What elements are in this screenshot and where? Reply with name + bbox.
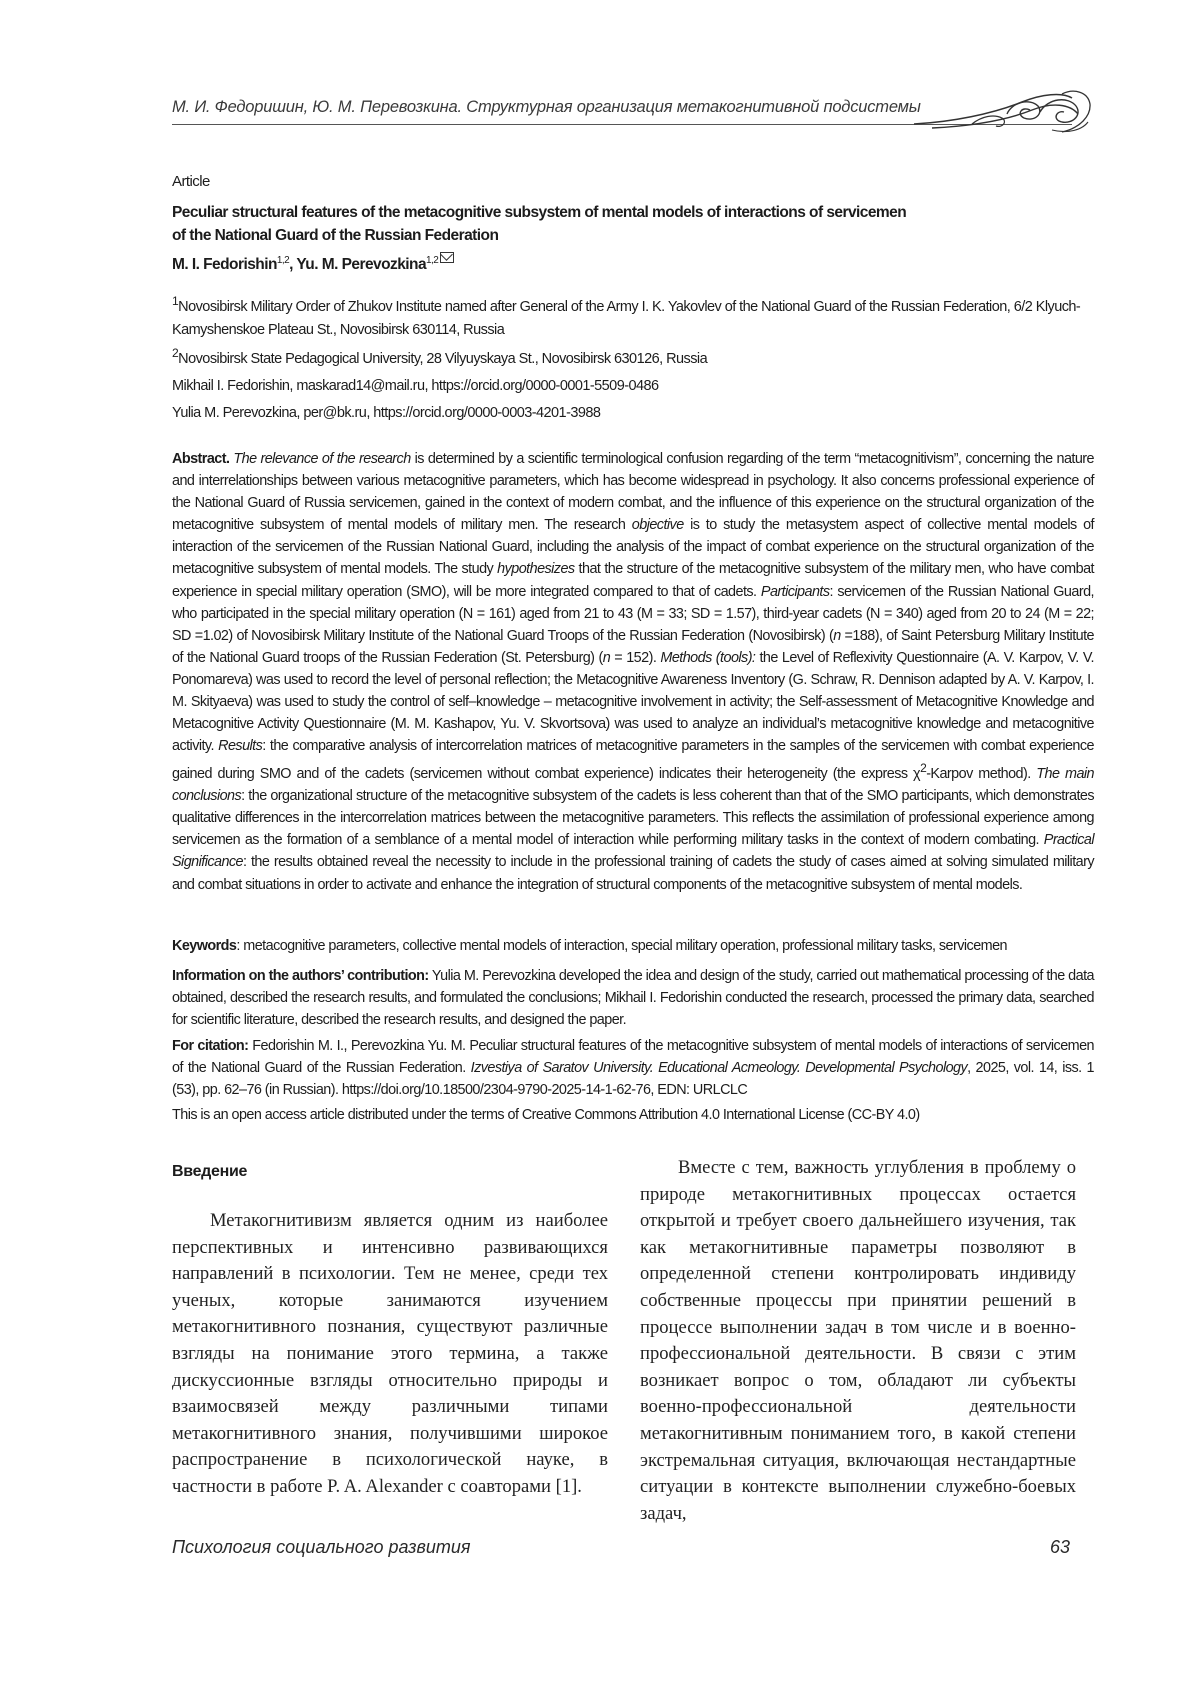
keywords [172,935,1094,957]
citation [172,1035,1094,1101]
n-label-2: n [603,650,610,666]
relevance-label: The relevance of the research [233,451,410,467]
intro-paragraph-2: Вместе с тем, важность углубления в проблему о природе метакогнитивных процессах остается открытой и требует своего дальнейшего изучения, так как метакогнитивные параметры позволяют в определенной степени контролировать индивиду собственные процессы при принятии решений в процессе выполнении задач в том числе и в военно-профессиональной деятельности. В связи с этим возникает вопрос о том, обладают ли субъекты военно-профессиональной деятельности метакогнитивным пониманием того, в какой степени экстремальная ситуация, включающая нестандартные ситуации в контексте выполнении служебно-боевых задач, [640,1155,1076,1527]
abstract-text-6: = 152). [610,650,660,666]
article-title [172,201,972,247]
affiliation-1-text: Novosibirsk Military Order of Zhukov Institute named after General of the Army I. K. Yakovlev of the National Guard of the Russian Federation, 6/2 Klyuch-Kamyshenskoe Plateau St., Novosibirsk 630114, Russia [172,299,1080,338]
author-1-contact: Mikhail I. Fedorishin, maskarad14@mail.ru, https://orcid.org/0000-0001-5509-0486 [172,378,1094,394]
intro-paragraph-1: Метакогнитивизм является одним из наиболее перспективных и интенсивно развивающихся направлений в психологии. Тем не менее, среди тех ученых, которые занимаются изучением метакогнитивного познания, существуют различные взгляды на понимание этого термина, а также дискуссионные взгляды относительно природы и взаимосвязей между различными типами метакогнитивного знания, получившими широкое распространение в психологической науке, в частности в работе P. A. Alexander с соавторами [1]. [172,1208,608,1501]
body-column-right [640,1155,1076,1527]
authors-line: M. I. Fedorishin1,2, Yu. M. Perevozkina1,2 [172,255,1094,274]
chi-superscript: 2 [920,761,926,775]
article-type: Article [172,173,1094,190]
citation-text-2: , 2025, vol. 14, iss. 1 (53), pp. 62–76 (in Russian). https://doi.org/10.18500/2304-9790-2025-14-1-62-76, EDN: URLCLC [172,1060,1094,1098]
significance-label: Practical Significance [172,832,1094,870]
abstract-text-9: -Karpov method). [926,766,1036,782]
abstract [172,448,1094,896]
author-2-contact: Yulia M. Perevozkina, per@bk.ru, https://orcid.org/0000-0003-4201-3988 [172,405,1094,421]
abstract-text-2: is to study the metasystem aspect of collective mental models of interaction of the servicemen of the Russian National Guard, including the analysis of the impact of combat experience on the structural organization of the metacognitive subsystem of mental models. The study [172,517,1094,577]
contribution-label: Information on the authors’ contribution: [172,968,429,984]
citation-journal: Izvestiya of Saratov University. Educational Acmeology. Developmental Psychology [471,1060,968,1076]
footer-journal-name: Психология социального развития [172,1537,471,1558]
affiliation-2-number: 2 [172,346,178,360]
results-label: Results [218,738,262,754]
conclusions-label: The main conclusions [172,766,1094,804]
journal-page [0,0,1200,1697]
section-heading: Введение [172,1163,247,1181]
methods-label: Methods (tools): [660,650,755,666]
n-label-1: n [833,628,840,644]
ornament-icon [912,84,1092,138]
mail-icon [440,252,454,263]
authors-contribution [172,965,1094,1031]
running-header: М. И. Федоришин, Ю. М. Перевозкина. Структурная организация метакогнитивной подсистемы [172,98,912,117]
affiliation-1 [172,290,1094,342]
author-2-affil: 1,2 [426,255,438,266]
affiliation-1-number: 1 [172,294,178,308]
abstract-text-11: : the results obtained reveal the necessity to include in the professional training of cadets the study of cases aimed at solving simulated military and combat situations in order to activate and enhance the integration of structural components of the metacognitive subsystem of mental models. [172,854,1094,892]
affiliation-2 [172,342,1094,371]
citation-text-1: Fedorishin M. I., Perevozkina Yu. M. Peculiar structural features of the metacognitive subsystem of mental models of interactions of servicemen of the National Guard of the Russian Federation. [172,1038,1094,1076]
title-line-1: Peculiar structural features of the metacognitive subsystem of mental models of interactions of servicemen [172,201,972,224]
license-note: This is an open access article distributed under the terms of Creative Commons Attribution 4.0 International License (CC-BY 4.0) [172,1107,1094,1123]
hypothesizes-label: hypothesizes [497,561,574,577]
keywords-text: : metacognitive parameters, collective mental models of interaction, special military operation, professional military tasks, servicemen [236,938,1007,954]
keywords-label: Keywords [172,938,236,954]
abstract-text-1: is determined by a scientific terminological confusion regarding of the term “metacognitivism”, concerning the nature and interrelationships between various metacognitive parameters, which has become widespread in psychology. It also concerns professional experience of the National Guard of Russia servicemen, gained in the context of modern combat, and the influence of this experience on the structural organization of the metacognitive subsystem of mental models of military men. The research [172,451,1094,533]
abstract-label: Abstract. [172,451,229,467]
author-1-affil: 1,2 [277,255,289,266]
body-column-left [172,1208,608,1501]
contribution-text: Yulia M. Perevozkina developed the idea and design of the study, carried out mathematical processing of the data obtained, described the research results, and formulated the conclusions; Mikhail I. Fedorishin conducted the research, processed the primary data, searched for scientific literature, described the research results, and designed the paper. [172,968,1094,1028]
citation-label: For citation: [172,1038,248,1054]
author-2: Yu. M. Perevozkina [296,256,426,273]
abstract-text-4: : servicemen of the Russian National Guard, who participated in the special military operation (N = 161) aged from 21 to 43 (M = 33; SD = 1.57), third-year cadets (N = 340) aged from 20 to 24 (M = 22; SD =1.02) of Novosibirsk Military Institute of the National Guard Troops of the Russian Federation (Novosibirsk) ( [172,584,1094,644]
title-line-2: of the National Guard of the Russian Federation [172,224,972,247]
abstract-text-8: : the comparative analysis of intercorrelation matrices of metacognitive parameters in the samples of the servicemen with combat experience gained during SMO and of the cadets (servicemen without combat experience) indicates their heterogeneity (the express χ [172,738,1094,782]
affiliation-2-text: Novosibirsk State Pedagogical University, 28 Vilyuyskaya St., Novosibirsk 630126, Russia [178,351,707,367]
author-1: M. I. Fedorishin [172,256,277,273]
page-number: 63 [1050,1537,1070,1558]
objective-label: objective [632,517,684,533]
abstract-text-3: that the structure of the metacognitive subsystem of the military men, who have combat experience in special military operation (SMO), will be more integrated compared to that of cadets. [172,561,1094,599]
abstract-text-5: =188), of Saint Petersburg Military Institute of the National Guard troops of the Russian Federation (St. Petersburg) ( [172,628,1094,666]
abstract-text-10: : the organizational structure of the metacognitive subsystem of the cadets is less coherent than that of the SMO participants, which demonstrates qualitative differences in the intercorrelation matrices between the metacognitive parameters. This reflects the assimilation of professional experience among servicemen as the formation of a semblance of a mental model of interaction while performing military tasks in the context of modern combating. [172,788,1094,848]
abstract-text-7: the Level of Reflexivity Questionnaire (A. V. Karpov, V. V. Ponomareva) was used to record the level of personal reflection; the Metacognitive Awareness Inventory (G. Schraw, R. Dennison adapted by A. V. Karpov, I. M. Skityaeva) was used to study the control of self–knowledge – metacognitive involvement in activity; the Self-assessment of Metacognitive Knowledge and Metacognitive Activity Questionnaire (M. M. Kashapov, Yu. V. Skvortsova) was used to analyze an individual’s metacognitive knowledge and metacognitive activity. [172,650,1094,754]
participants-label: Participants [761,584,830,600]
